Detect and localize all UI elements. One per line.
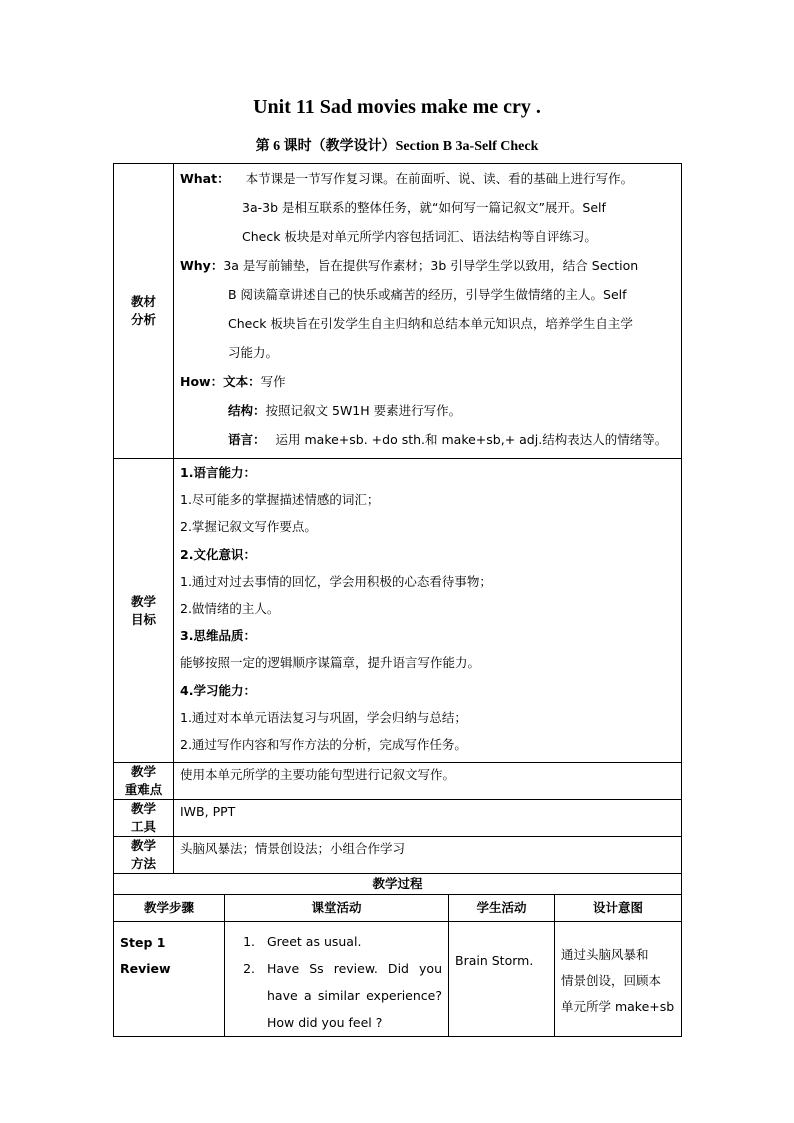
column-intent: 设计意图 xyxy=(555,895,682,922)
analysis-label: 教材 分析 xyxy=(114,164,174,459)
methods-row xyxy=(114,837,682,874)
tools-text: IWB, PPT xyxy=(174,800,682,837)
tools-row xyxy=(114,800,682,837)
activities-cell xyxy=(225,922,449,1037)
step-label: Step 1 Review xyxy=(114,922,225,1037)
analysis-content: What： 本节课是一节写作复习课。在前面听、说、读、看的基础上进行写作。 3a-3b 是相互联系的整体任务，就“如何写一篇记叙文”展开。Self Check 板块是对单元所学内容包括词汇、语法结构等自评练习。 Why：3a 是写前铺垫，旨在提供写作素材；3b 引导学生学以致用，结合 Section B 阅读篇章讲述自己的快乐或痛苦的经历，引导学生做情绪的主人。Self Check 板块旨在引发学生自主归纳和总结本单元知识点，培养学生自主学 习能力。 How：文本：写作 结构：按照记叙文 5W1H 要素进行写作。 语言： 运用 make+sb. +do sth.和 make+sb,+ adj.结构表达人的情绪等。 xyxy=(174,164,682,459)
lesson-plan-table xyxy=(113,163,682,1037)
design-intent: 通过头脑风暴和 情景创设，回顾本 单元所学 make+sb xyxy=(555,922,682,1037)
goals-label: 教学 目标 xyxy=(114,459,174,763)
column-activities: 课堂活动 xyxy=(225,895,449,922)
what-label: What： xyxy=(180,171,230,186)
methods-text: 头脑风暴法；情景创设法；小组合作学习 xyxy=(174,837,682,874)
process-columns-row xyxy=(114,895,682,922)
tools-label: 教学 工具 xyxy=(114,800,174,837)
activity-item: 2. Have Ss review. Did you have a similar experience?How did you feel ? xyxy=(259,955,442,1036)
difficulty-text: 使用本单元所学的主要功能句型进行记叙文写作。 xyxy=(174,763,682,800)
goals-content: 1.语言能力： 1.尽可能多的掌握描述情感的词汇； 2.掌握记叙文写作要点。 2.文化意识： 1.通过对过去事情的回忆，学会用积极的心态看待事物； 2.做情绪的主人。 3.思维品质： 能够按照一定的逻辑顺序谋篇章，提升语言写作能力。 4.学习能力： 1.通过对本单元语法复习与巩固，学会归纳与总结； 2.通过写作内容和写作方法的分析，完成写作任务。 xyxy=(174,459,682,763)
why-label: Why： xyxy=(180,258,224,273)
process-header-row xyxy=(114,874,682,895)
difficulty-label: 教学 重难点 xyxy=(114,763,174,800)
column-student: 学生活动 xyxy=(449,895,555,922)
analysis-row xyxy=(114,164,682,459)
step-row xyxy=(114,922,682,1037)
student-activity: Brain Storm. xyxy=(449,922,555,1037)
goals-row xyxy=(114,459,682,763)
how-label: How： xyxy=(180,374,224,389)
difficulty-row xyxy=(114,763,682,800)
column-steps: 教学步骤 xyxy=(114,895,225,922)
page-subtitle: 第 6 课时（教学设计）Section B 3a-Self Check xyxy=(255,139,539,154)
activities-list xyxy=(225,922,448,1036)
process-header: 教学过程 xyxy=(114,874,682,895)
activity-item: 1. Greet as usual. xyxy=(259,928,442,955)
page-title: Unit 11 Sad movies make me cry . xyxy=(253,96,541,118)
methods-label: 教学 方法 xyxy=(114,837,174,874)
